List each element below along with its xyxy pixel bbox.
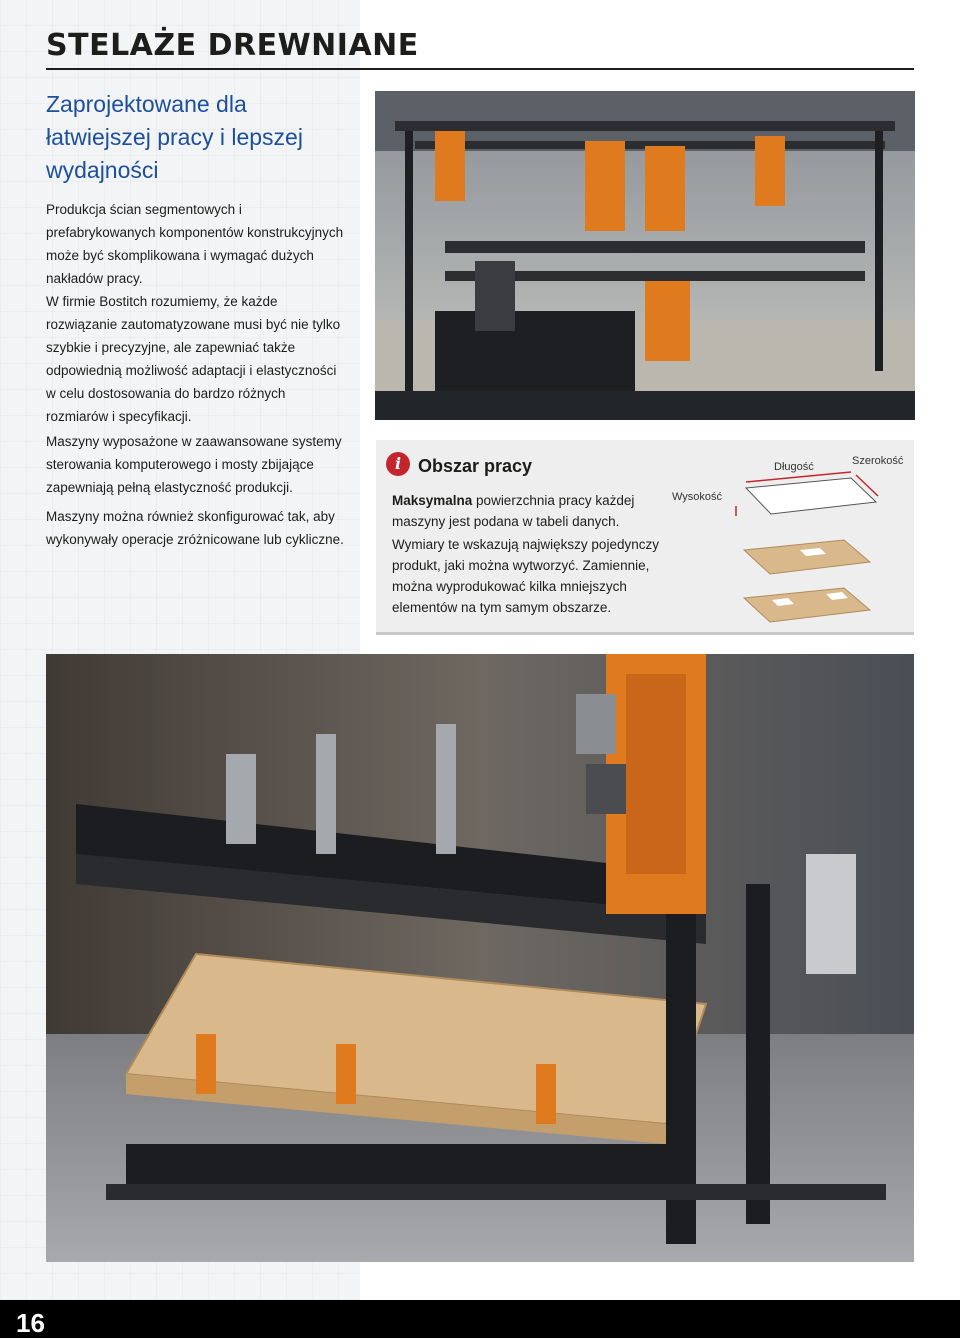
title-rule bbox=[46, 68, 914, 70]
info-box-work-area bbox=[376, 440, 914, 635]
page-number: 16 bbox=[16, 1308, 45, 1338]
machine-photo-top-illustration bbox=[375, 91, 915, 420]
machine-photo-bottom-illustration bbox=[46, 654, 914, 1262]
diagram-panel-single bbox=[744, 540, 870, 574]
diagram-label-length: Długość bbox=[774, 461, 814, 473]
info-box-title: Obszar pracy bbox=[418, 456, 533, 476]
diagram-label-height: Wysokość bbox=[672, 491, 723, 503]
info-icon: i bbox=[386, 452, 410, 476]
info-text-1-rest: powierzchnia pracy każdej maszyny jest podana w tabeli danych. bbox=[392, 493, 635, 529]
page-title: STELAŻE DREWNIANE bbox=[46, 28, 419, 63]
body-paragraph-1: W firmie Bostitch rozumiemy, że każde rozwiązanie zautomatyzowane musi być nie tylko szybkie i precyzyjne, ale zapewniać także odpowiednią możliwość adaptacji i elastyczności w celu dostosowania do bardzo różnych rozmiarów i specyfikacji. bbox=[46, 294, 341, 424]
machine-photo-top bbox=[375, 91, 915, 420]
diagram-panel-multiple bbox=[744, 588, 870, 622]
info-text-1-bold: Maksymalna bbox=[392, 493, 473, 508]
body-paragraph-3: Maszyny można również skonfigurować tak, aby wykonywały operacje zróżnicowane lub cykliczne. bbox=[46, 509, 344, 547]
diagram-plane-outline bbox=[746, 478, 876, 514]
body-paragraph-2: Maszyny wyposażone w zaawansowane systemy sterowania komputerowego i mosty zbijające zapewniają pełną elastyczność produkcji. bbox=[46, 434, 342, 495]
page-number-bar bbox=[0, 1300, 960, 1338]
info-text-2: Wymiary te wskazują największy pojedynczy produkt, jaki można wytworzyć. Zamiennie, można wyprodukować kilka mniejszych elementów na tym samym obszarze. bbox=[392, 537, 659, 615]
headline: Zaprojektowane dla łatwiejszej pracy i lepszej wydajności bbox=[46, 91, 303, 183]
machine-photo-bottom bbox=[46, 654, 914, 1262]
diagram-label-width: Szerokość bbox=[852, 455, 904, 467]
info-text-1 bbox=[392, 490, 662, 532]
intro-paragraph: Produkcja ścian segmentowych i prefabrykowanych komponentów konstrukcyjnych może być skomplikowana i wymagać dużych nakładów pracy. bbox=[46, 202, 344, 286]
work-area-diagram bbox=[666, 450, 911, 625]
